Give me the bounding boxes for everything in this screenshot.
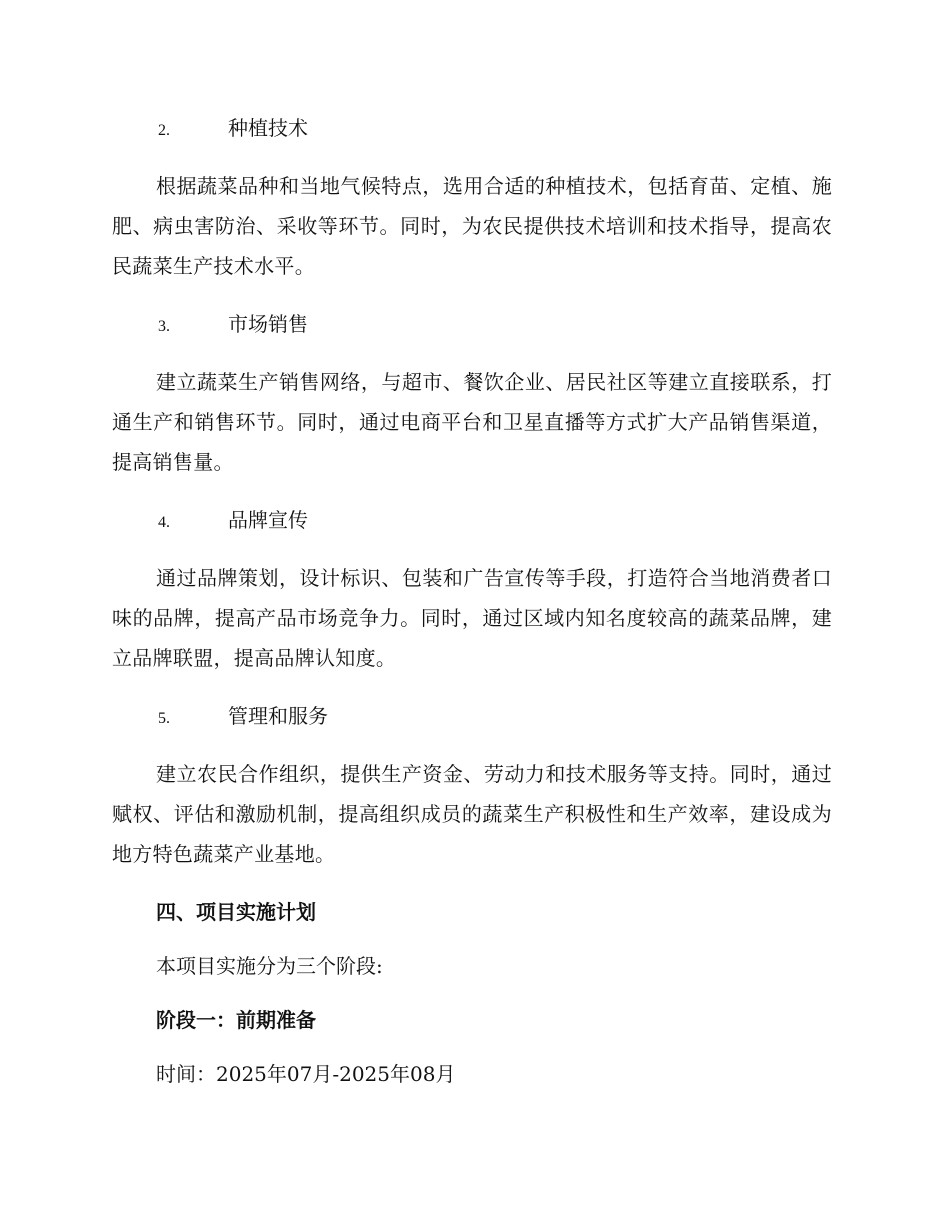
item-title: 市场销售 xyxy=(228,312,308,336)
item-title: 管理和服务 xyxy=(228,704,328,728)
item-heading-planting xyxy=(112,108,832,148)
document-content xyxy=(112,108,832,1108)
item-title: 品牌宣传 xyxy=(228,508,308,532)
section-intro: 本项目实施分为三个阶段: xyxy=(156,954,383,978)
item-heading-brand xyxy=(112,500,832,540)
item-body-brand: 通过品牌策划，设计标识、包装和广告宣传等手段，打造符合当地消费者口味的品牌，提高产品市场竞争力。同时，通过区域内知名度较高的蔬菜品牌，建立品牌联盟，提高品牌认知度。 xyxy=(112,566,832,670)
item-number: 3. xyxy=(158,318,170,335)
item-body-market: 建立蔬菜生产销售网络，与超市、餐饮企业、居民社区等建立直接联系，打通生产和销售环节。同时，通过电商平台和卫星直播等方式扩大产品销售渠道，提高销售量。 xyxy=(112,370,832,474)
item-heading-management xyxy=(112,696,832,736)
phase-time: 时间：2025年07月-2025年08月 xyxy=(156,1062,456,1086)
item-number: 5. xyxy=(158,710,170,727)
phase-heading: 阶段一：前期准备 xyxy=(156,1008,316,1032)
item-title: 种植技术 xyxy=(228,116,308,140)
item-heading-market xyxy=(112,304,832,344)
item-number: 2. xyxy=(158,122,170,139)
item-body-management: 建立农民合作组织，提供生产资金、劳动力和技术服务等支持。同时，通过赋权、评估和激励机制，提高组织成员的蔬菜生产积极性和生产效率，建设成为地方特色蔬菜产业基地。 xyxy=(112,762,832,866)
item-body-planting: 根据蔬菜品种和当地气候特点，选用合适的种植技术，包括育苗、定植、施肥、病虫害防治、采收等环节。同时，为农民提供技术培训和技术指导，提高农民蔬菜生产技术水平。 xyxy=(112,174,832,278)
section-heading: 四、项目实施计划 xyxy=(156,900,316,924)
item-number: 4. xyxy=(158,514,170,531)
